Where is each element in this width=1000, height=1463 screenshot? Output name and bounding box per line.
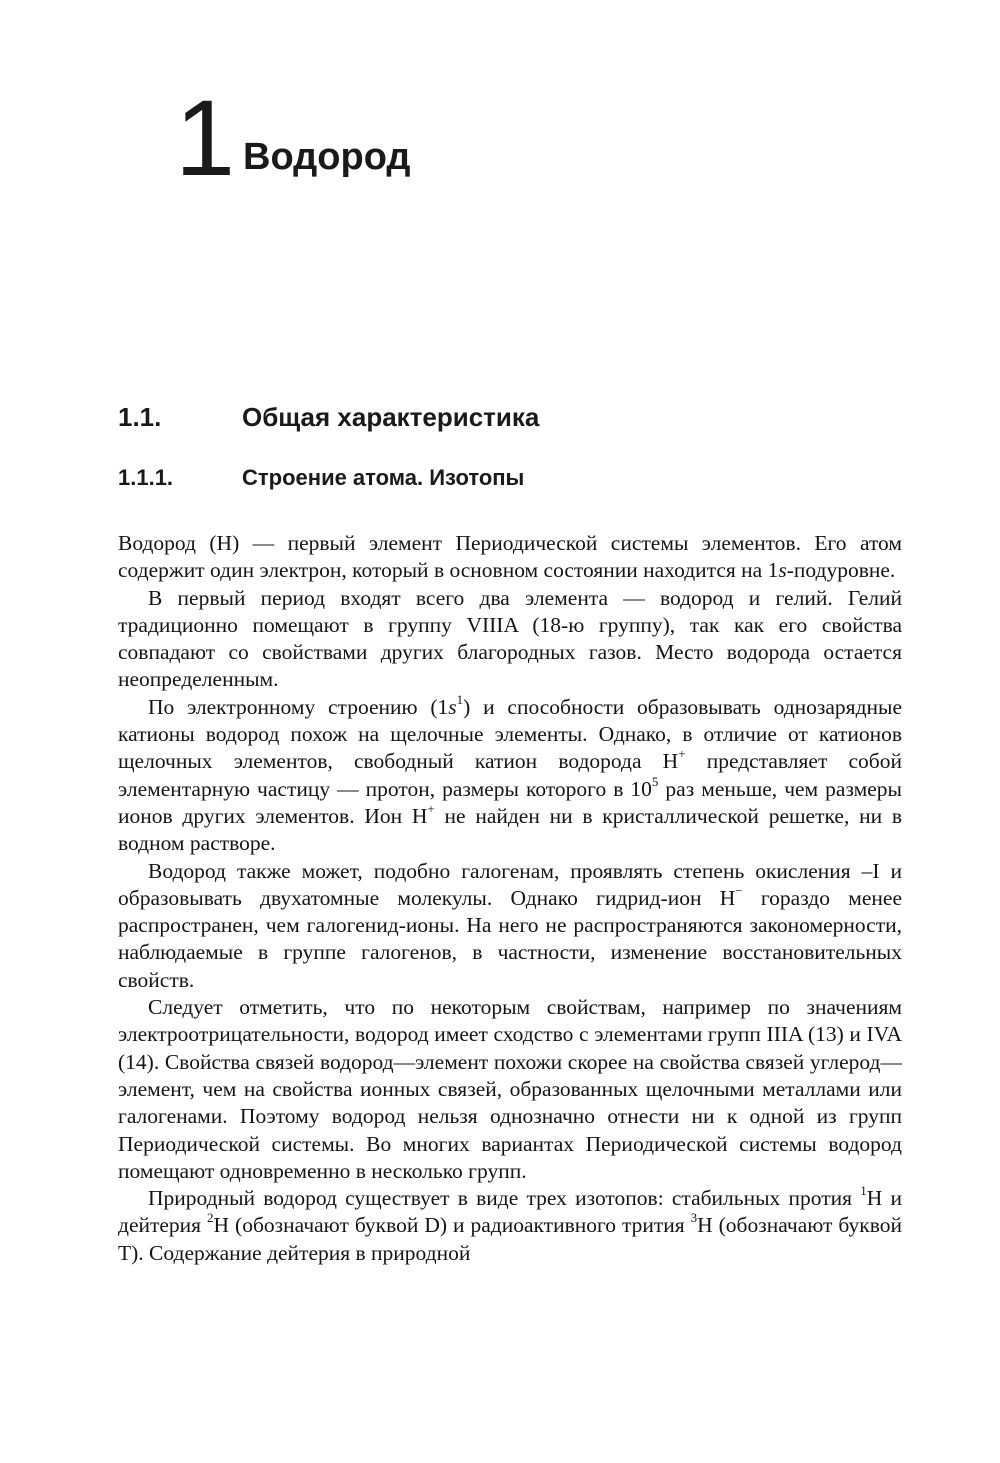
chapter-title: Водород <box>243 136 411 178</box>
section-number: 1.1. <box>118 402 162 432</box>
paragraph-4: Водород также может, подобно галогенам, проявлять степень окисления –I и образовывать двухатомные молекулы. Однако гидрид-ион H− гораздо менее распространен, чем галогенид-ионы. На него не распространяются закономерности, наблюдаемые в группе галогенов, в частности, изменение восстановительных свойств. <box>118 858 902 992</box>
section-heading <box>118 400 539 434</box>
paragraph-1: Водород (Н) — первый элемент Периодической системы элементов. Его атом содержит один электрон, который в основном состоянии находится на 1s-подуровне. <box>118 531 902 583</box>
section-title: Общая характеристика <box>242 402 540 432</box>
subsection-number: 1.1.1. <box>118 465 174 490</box>
body-text <box>118 530 902 1267</box>
subsection-title: Строение атома. Изотопы <box>242 465 525 490</box>
paragraph-3: По электронному строению $(1s^1)$ и способности образовывать однозарядные катионы водород похож на щелочные элементы. Однако, в отличие от катионов щелочных элементов, свободный катион водорода H+ представляет собой элементарную частицу — протон, размеры которого в $10^5$ раз меньше, чем размеры ионов других элементов. Ион H+ не найден ни в кристаллической решетке, ни в водном растворе. <box>118 691 903 856</box>
paragraph-2: В первый период входят всего два элемента — водород и гелий. Гелий традиционно помещают в группу VIIIA (18-ю группу), так как его свойства совпадают со свойствами других благородных газов. Место водорода остается неопределенным. <box>118 585 902 692</box>
paragraph-6: Природный водород существует в виде трех изотопов: стабильных протия $^1$H и дейтерия $^2$H (обозначают буквой D) и радиоактивного трития $^3$H (обозначают буквой T). Содержание дейтерия в природной <box>118 1182 902 1265</box>
paragraph-5: Следует отметить, что по некоторым свойствам, например по значениям электроотрицательности, водород имеет сходство с элементами групп IIIA (13) и IVA (14). Свойства связей водород—элемент похожи скорее на свойства связей углерод—элемент, чем на свойства ионных связей, образованных щелочными металлами или галогенами. Поэтому водород нельзя однозначно отнести ни к одной из групп Периодической системы. Во многих вариантах Периодической системы водород помещают одновременно в несколько групп. <box>118 995 902 1183</box>
subsection-heading <box>118 463 524 493</box>
chapter-number: 1 <box>175 77 236 198</box>
